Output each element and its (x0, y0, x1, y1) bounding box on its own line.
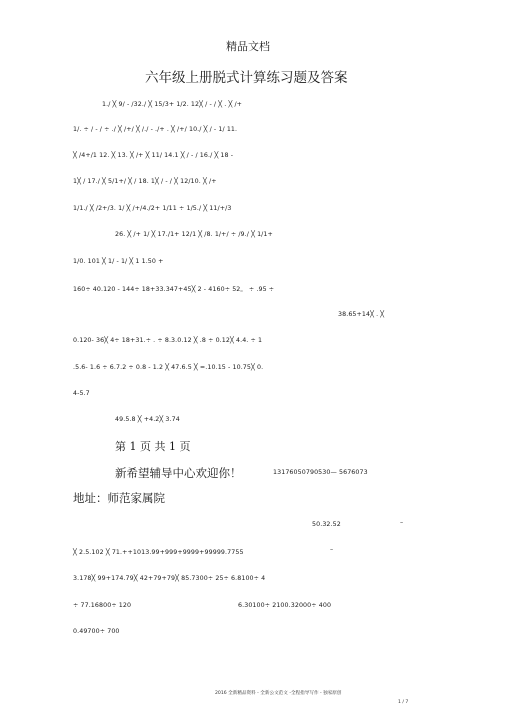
exercise-line: ╳ /4+/1 12. ╳ 13. ╳ /+ ╳ 11/ 14.1 ╳ / - / 16./ ╳ 18 - (73, 152, 234, 159)
page-footer: 2016 全新精品资料 - 全新公文范文 -全程指导写作 - 独家原创 (215, 691, 342, 696)
exercise-line: 1╳ / 17./ ╳ 5/1+/ ╳ / 18. 1╳ / - / ╳ 12/10. ╳ /+ (73, 178, 217, 185)
exercise-line: 1/. ÷ / - / ÷ ./ ╳ /+/ ╳ /./ - ./+ . ╳ /+/ 10./ ╳ / - 1/ 11. (73, 126, 238, 133)
answer-line: ÷ 77.16800÷ 120 (73, 602, 132, 609)
exercise-line: 1/0. 101 ╳ 1/ - 1/ ╳ 1 1.50 + (73, 258, 164, 265)
exercise-line: 4-5.7 (73, 390, 90, 397)
exercise-line: 1/1./ ╳ /2+/3. 1/ ╳ /+/4./2+ 1/11 ÷ 1/5./ ╳ 11/+/3 (73, 205, 232, 212)
answer-line: 0.49700÷ 700 (73, 628, 120, 635)
page-header: 精品文档 (226, 40, 270, 53)
phone-number: 13176050790530— 5676073 (273, 469, 368, 476)
page-info: 第 1 页 共 1 页 (115, 440, 191, 453)
exercise-line: 1./ ╳ 9/ - /32./ ╳ 15/3+ 1/2. 12╳ / - / ╳ . ╳ /+ (102, 101, 243, 108)
answer-line: – (400, 519, 404, 526)
exercise-line: 49.5.8 ╳ +4.2╳ 3.74 (115, 416, 180, 423)
answer-line: 3.178╳ 99+174.79╳ 42+79+79╳ 85.7300÷ 25÷ 6.8100÷ 4 (73, 575, 266, 582)
exercise-line: 160÷ 40.120 - 144÷ 18+33.347+45╳ 2 - 4160÷ 52。 ÷ .95 ÷ (73, 286, 275, 293)
exercise-line: 26. ╳ /+ 1/ ╳ 17./1+ 12/1 ╳ /8. 1/+/ ÷ /9./ ╳ 1/1+ (115, 231, 273, 238)
exercise-line: 38.65+14╳ . ╳ (338, 311, 385, 318)
page-number: 1 / 7 (398, 700, 409, 705)
document-title: 六年级上册脱式计算练习题及答案 (145, 70, 348, 86)
answer-line: – (330, 546, 334, 553)
answer-line: 50.32.52 (312, 521, 341, 528)
answer-line: 6.30100÷ 2100.32000÷ 400 (238, 602, 332, 609)
exercise-line: .5.6- 1.6 ÷ 6.7.2 ÷ 0.8 - 1.2 ╳ 47.6.5 ╳ =.10.15 - 10.75╳ 0. (73, 364, 264, 371)
ad-text: 新希望辅导中心欢迎你！ (115, 466, 242, 480)
answer-line: ╳ 2.5.102 ╳ 71.++1013.99+999+9999+99999.7755 (73, 549, 244, 556)
exercise-line: 0.120- 36╳ 4÷ 18+31.÷ . ÷ 8.3.0.12 ╳ .8 ÷ 0.12╳ 4.4. ÷ 1 (73, 337, 263, 344)
address: 地址：师范家属院 (73, 491, 165, 505)
